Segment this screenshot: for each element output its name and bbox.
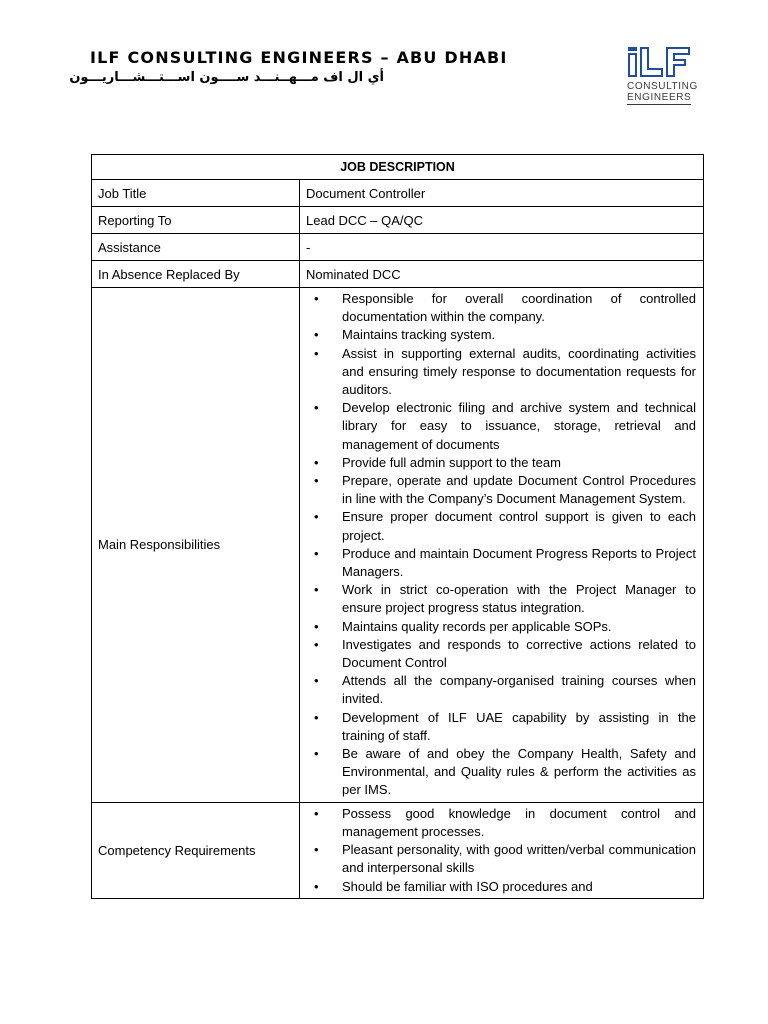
row-value-assistance: - (300, 234, 704, 261)
competency-requirements-list (306, 805, 696, 896)
list-item: • Produce and maintain Document Progress Reports to Project Managers. (306, 545, 696, 581)
list-item: • Maintains tracking system. (306, 326, 696, 344)
list-item: • Pleasant personality, with good written/verbal communication and interpersonal skills (306, 841, 696, 877)
competency-requirements-row (92, 802, 704, 898)
row-value-in-absence: Nominated DCC (300, 261, 704, 288)
list-item: • Prepare, operate and update Document Control Procedures in line with the Company’s Document Management System. (306, 472, 696, 508)
company-name-arabic: أي ال اف مـــهــنـــد ســــون اســـتـــشـــاريـــون (69, 70, 384, 85)
row-value-reporting-to: Lead DCC – QA/QC (300, 207, 704, 234)
table-row (92, 180, 704, 207)
job-description-table (91, 154, 704, 899)
list-item: • Investigates and responds to corrective actions related to Document Control (306, 636, 696, 672)
row-label-in-absence: In Absence Replaced By (92, 261, 300, 288)
logo-line-engineers: ENGINEERS (627, 92, 692, 103)
list-item: • Develop electronic filing and archive system and technical library for easy to issuance, storage, retrieval and management of documents (306, 399, 696, 454)
table-row (92, 207, 704, 234)
table-title: JOB DESCRIPTION (92, 155, 704, 180)
list-item: • Responsible for overall coordination of controlled documentation within the company. (306, 290, 696, 326)
list-item: • Work in strict co-operation with the Project Manager to ensure project progress status integration. (306, 581, 696, 617)
competency-requirements-label: Competency Requirements (92, 802, 300, 898)
list-item: • Possess good knowledge in document control and management processes. (306, 805, 696, 841)
main-responsibilities-cell (300, 288, 704, 803)
main-responsibilities-row (92, 288, 704, 803)
logo-wordmark (627, 81, 698, 105)
list-item: • Attends all the company-organised training courses when invited. (306, 672, 696, 708)
document-header (69, 46, 700, 126)
competency-requirements-cell (300, 802, 704, 898)
list-item: • Ensure proper document control support is given to each project. (306, 508, 696, 544)
row-label-assistance: Assistance (92, 234, 300, 261)
company-name-english: ILF CONSULTING ENGINEERS – ABU DHABI (90, 48, 508, 67)
ilf-logo (627, 46, 698, 105)
list-item: • Provide full admin support to the team (306, 454, 696, 472)
list-item: • Development of ILF UAE capability by assisting in the training of staff. (306, 709, 696, 745)
ilf-logo-mark-icon (627, 46, 691, 79)
main-responsibilities-list (306, 290, 696, 800)
row-label-reporting-to: Reporting To (92, 207, 300, 234)
list-item: • Assist in supporting external audits, coordinating activities and ensuring timely response to documentation requests for auditors. (306, 345, 696, 400)
table-title-row (92, 155, 704, 180)
list-item: • Should be familiar with ISO procedures and (306, 878, 696, 896)
row-label-job-title: Job Title (92, 180, 300, 207)
logo-line-consulting: CONSULTING (627, 81, 698, 92)
row-value-job-title: Document Controller (300, 180, 704, 207)
table-row (92, 261, 704, 288)
table-row (92, 234, 704, 261)
main-responsibilities-label: Main Responsibilities (92, 288, 300, 803)
list-item: • Be aware of and obey the Company Health, Safety and Environmental, and Quality rules & perform the activities as per IMS. (306, 745, 696, 800)
list-item: • Maintains quality records per applicable SOPs. (306, 618, 696, 636)
